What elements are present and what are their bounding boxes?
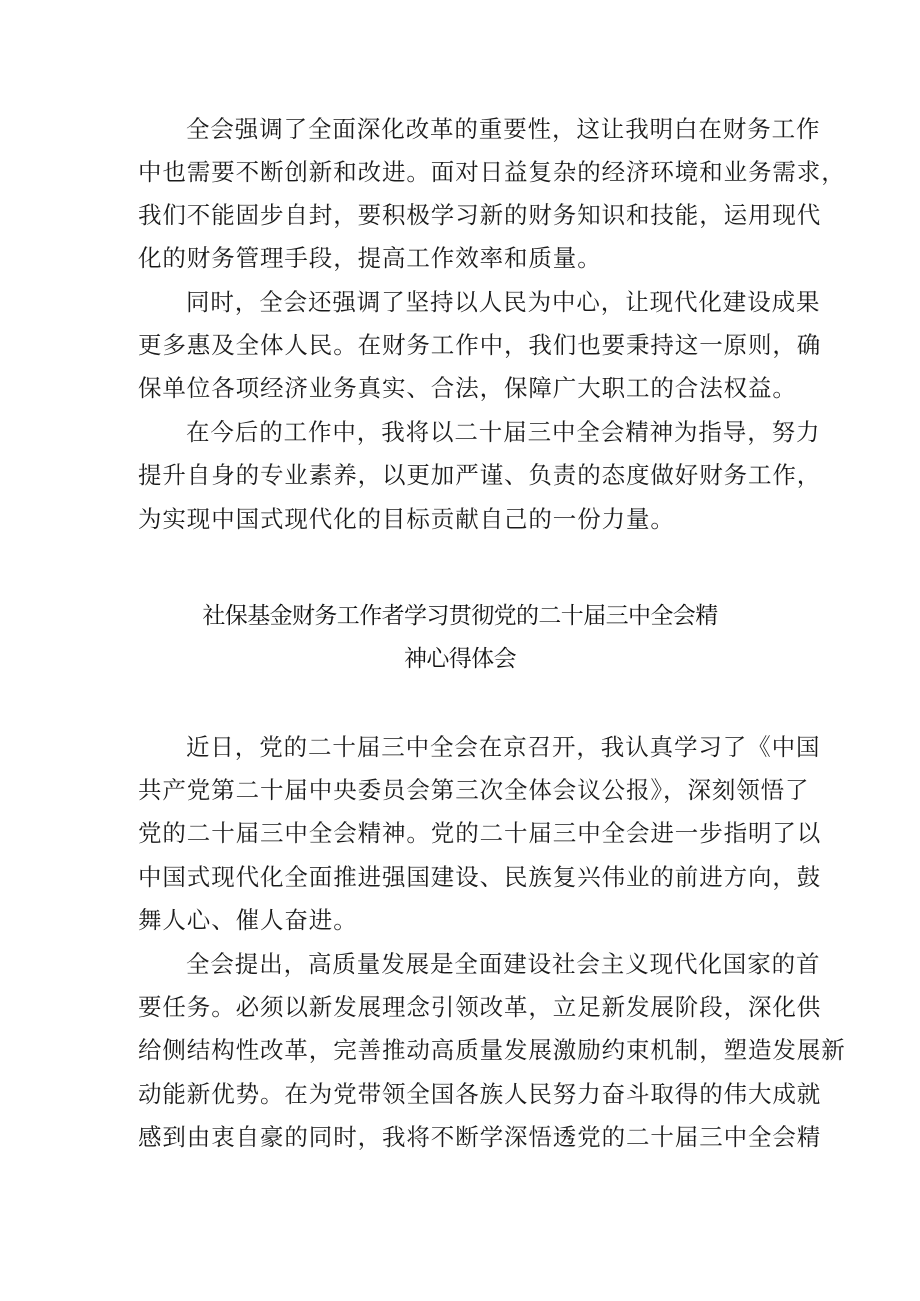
paragraph-line: 为实现中国式现代化的目标贡献自己的一份力量。 xyxy=(138,505,675,533)
paragraph-line: 提升自身的专业素养，以更加严谨、负责的态度做好财务工作， xyxy=(138,461,822,489)
article-title-line: 社保基金财务工作者学习贯彻党的二十届三中全会精 xyxy=(202,603,718,629)
paragraph-line: 感到由衷自豪的同时，我将不断学深悟透党的二十届三中全会精 xyxy=(138,1123,822,1151)
paragraph-line: 舞人心、催人奋进。 xyxy=(138,906,358,934)
paragraph-line: 中国式现代化全面推进强国建设、民族复兴伟业的前进方向，鼓 xyxy=(138,863,822,891)
paragraph-line: 党的二十届三中全会精神。党的二十届三中全会进一步指明了以 xyxy=(138,819,822,847)
paragraph-line: 保单位各项经济业务真实、合法，保障广大职工的合法权益。 xyxy=(138,374,797,402)
paragraph-line: 我们不能固步自封，要积极学习新的财务知识和技能，运用现代 xyxy=(138,201,822,229)
paragraph-line: 共产党第二十届中央委员会第三次全体会议公报》，深刻领悟了 xyxy=(138,776,810,804)
paragraph-line: 中也需要不断创新和改进。面对日益复杂的经济环境和业务需求， xyxy=(138,158,846,186)
paragraph-line: 更多惠及全体人民。在财务工作中，我们也要秉持这一原则，确 xyxy=(138,331,822,359)
paragraph-line: 给侧结构性改革，完善推动高质量发展激励约束机制，塑造发展新 xyxy=(138,1036,846,1064)
paragraph-line: 要任务。必须以新发展理念引领改革，立足新发展阶段，深化供 xyxy=(138,993,822,1021)
paragraph-line: 全会强调了全面深化改革的重要性，这让我明白在财务工作 xyxy=(186,115,821,143)
article-title-line: 神心得体会 xyxy=(403,646,516,672)
paragraph-line: 动能新优势。在为党带领全国各族人民努力奋斗取得的伟大成就 xyxy=(138,1080,822,1108)
paragraph-line: 同时，全会还强调了坚持以人民为中心，让现代化建设成果 xyxy=(186,288,821,316)
paragraph-line: 在今后的工作中，我将以二十届三中全会精神为指导，努力 xyxy=(186,418,821,446)
paragraph-line: 化的财务管理手段，提高工作效率和质量。 xyxy=(138,244,602,272)
paragraph-line: 全会提出，高质量发展是全面建设社会主义现代化国家的首 xyxy=(186,950,821,978)
paragraph-line: 近日，党的二十届三中全会在京召开，我认真学习了《中国 xyxy=(186,733,821,761)
